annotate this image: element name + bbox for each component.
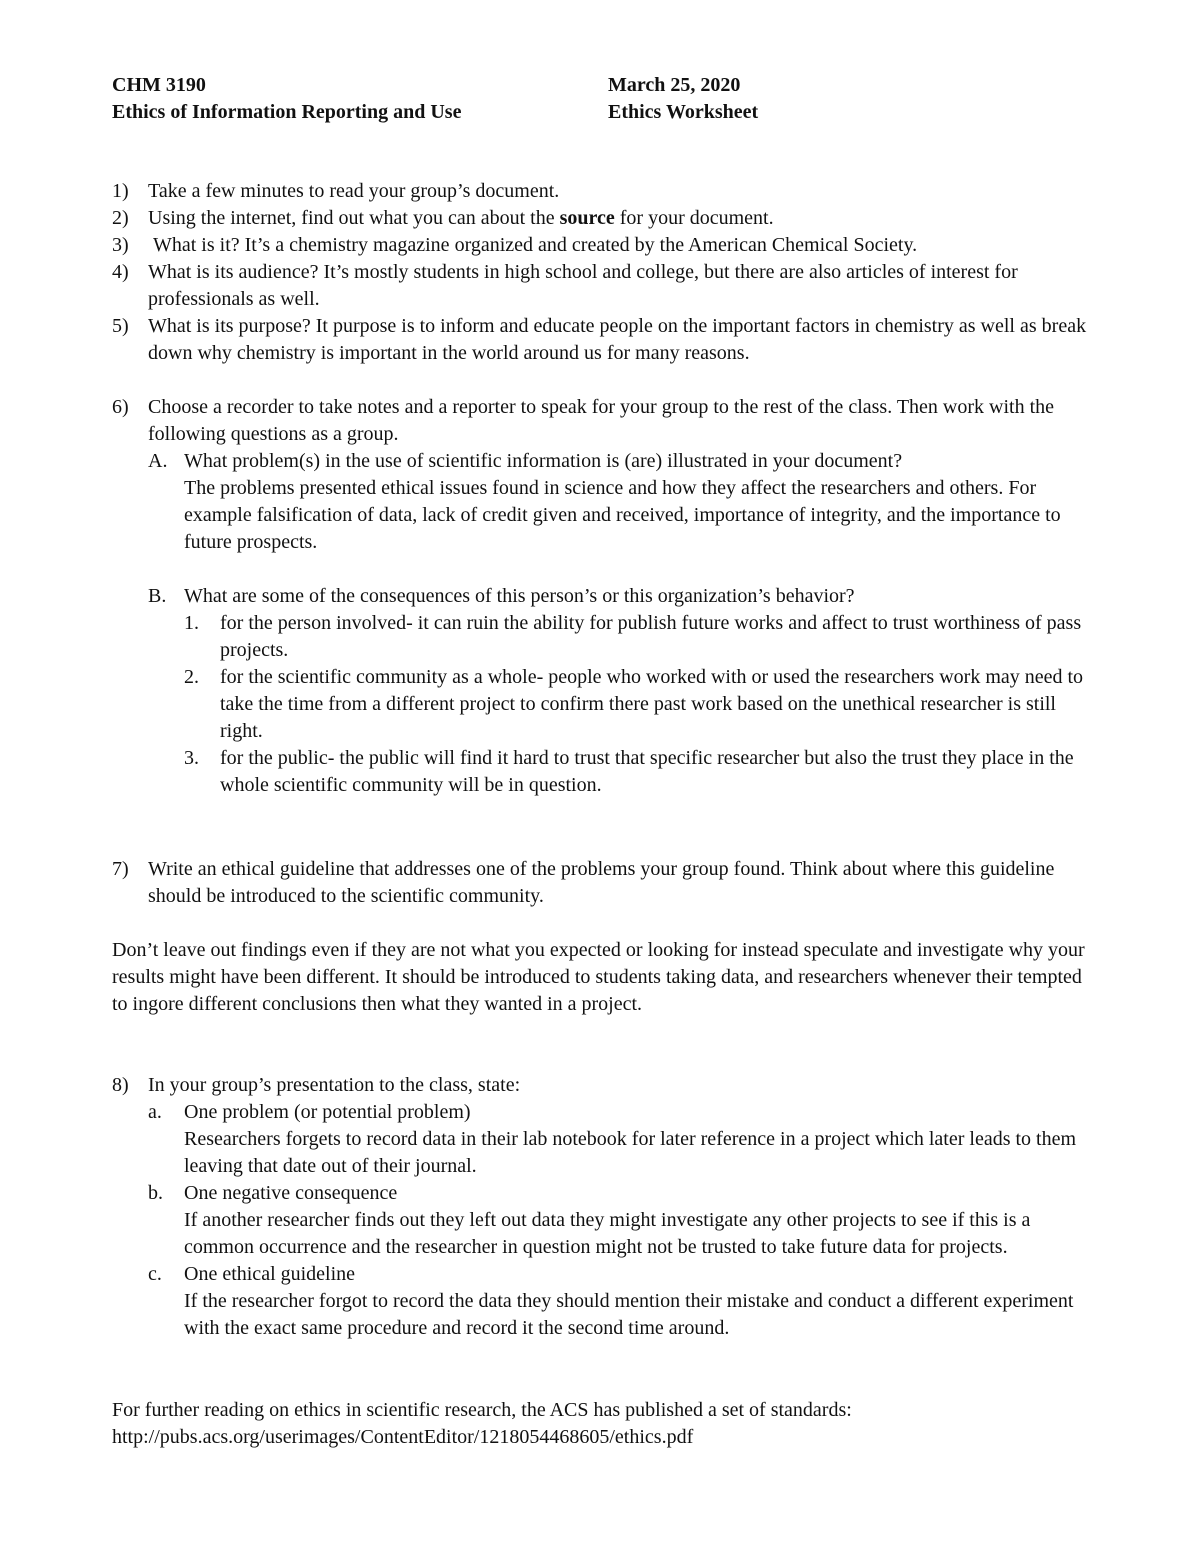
item-text: for the scientific community as a whole- people who worked with or used the researchers work may need to take the time from a different project to confirm there past work based on the unethical researcher is still right. bbox=[220, 666, 1084, 742]
sub-letter: a. bbox=[148, 1101, 162, 1123]
question-6b bbox=[148, 583, 1102, 799]
item-number: 2. bbox=[184, 666, 199, 688]
question-text: Choose a recorder to take notes and a reporter to speak for your group to the rest of the class. Then work with the following questions as a group. bbox=[148, 396, 1055, 445]
question-text-end: for your document. bbox=[614, 207, 774, 229]
question-8 bbox=[112, 1072, 1102, 1342]
consequence-item bbox=[184, 745, 1102, 799]
question-text: What is its audience? It’s mostly students in high school and college, but there are also articles of interest for professionals as well. bbox=[148, 261, 1018, 310]
question-number: 5) bbox=[112, 315, 129, 337]
sub-question: What problem(s) in the use of scientific information is (are) illustrated in your document? bbox=[184, 450, 903, 472]
date: March 25, 2020 bbox=[608, 74, 741, 96]
question-number: 8) bbox=[112, 1074, 129, 1096]
question-1 bbox=[112, 178, 1102, 205]
answer-text: If another researcher finds out they left out data they might investigate any other projects to see if this is a common occurrence and the researcher in question might not be trusted to take future data for projects. bbox=[184, 1209, 1031, 1258]
sub-letter: b. bbox=[148, 1182, 163, 1204]
question-number: 3) bbox=[112, 234, 129, 256]
sub-letter: A. bbox=[148, 450, 168, 472]
question-7 bbox=[112, 856, 1102, 910]
answer-text: The problems presented ethical issues found in science and how they affect the researchers and others. For example falsification of data, lack of credit given and received, importance of integrity, and the importance to future prospects. bbox=[184, 477, 1061, 553]
questions-1-6 bbox=[112, 178, 1102, 799]
sub-label: One problem (or potential problem) bbox=[184, 1101, 471, 1123]
answer-text: Researchers forgets to record data in their lab notebook for later reference in a project which later leads to them leaving that date out of their journal. bbox=[184, 1128, 1077, 1177]
item-number: 1. bbox=[184, 612, 199, 634]
question-6a bbox=[148, 448, 1102, 556]
ethics-link[interactable]: http://pubs.acs.org/userimages/ContentEditor/1218054468605/ethics.pdf bbox=[112, 1426, 694, 1448]
sub-letter: c. bbox=[148, 1263, 162, 1285]
sub-label: One negative consequence bbox=[184, 1182, 398, 1204]
question-text: Take a few minutes to read your group’s document. bbox=[148, 180, 560, 202]
question-number: 2) bbox=[112, 207, 129, 229]
question-text: Write an ethical guideline that addresses one of the problems your group found. Think about where this guideline should be introduced to the scientific community. bbox=[148, 858, 1055, 907]
question-6 bbox=[112, 394, 1102, 799]
sub-question: What are some of the consequences of this person’s or this organization’s behavior? bbox=[184, 585, 855, 607]
consequence-item bbox=[184, 664, 1102, 745]
item-text: for the person involved- it can ruin the ability for publish future works and affect to trust worthiness of pass projects. bbox=[220, 612, 1082, 661]
question-8-block bbox=[112, 1072, 1102, 1342]
answer-text: If the researcher forgot to record the data they should mention their mistake and conduct a different experiment with the exact same procedure and record it the second time around. bbox=[184, 1290, 1074, 1339]
question-number: 1) bbox=[112, 180, 129, 202]
course-code: CHM 3190 bbox=[112, 74, 206, 96]
course-title: Ethics of Information Reporting and Use bbox=[112, 101, 462, 123]
question-text: What is it? It’s a chemistry magazine organized and created by the American Chemical Society. bbox=[148, 234, 918, 256]
source-emphasis: source bbox=[559, 207, 615, 229]
question-number: 6) bbox=[112, 396, 129, 418]
item-number: 3. bbox=[184, 747, 199, 769]
question-text: In your group’s presentation to the class, state: bbox=[148, 1074, 521, 1096]
question-2 bbox=[112, 205, 1102, 232]
question-text: What is its purpose? It purpose is to inform and educate people on the important factors in chemistry as well as break down why chemistry is important in the world around us for many reasons. bbox=[148, 315, 1087, 364]
further-reading-text: For further reading on ethics in scientific research, the ACS has published a set of standards: bbox=[112, 1399, 852, 1421]
question-number: 7) bbox=[112, 858, 129, 880]
document-type: Ethics Worksheet bbox=[608, 101, 759, 123]
sub-label: One ethical guideline bbox=[184, 1263, 356, 1285]
question-8a bbox=[148, 1099, 1102, 1180]
question-3 bbox=[112, 232, 1102, 259]
consequence-item bbox=[184, 610, 1102, 664]
question-text-start: Using the internet, find out what you can about the bbox=[148, 207, 560, 229]
question-4 bbox=[112, 259, 1102, 313]
guideline-answer: Don’t leave out findings even if they are not what you expected or looking for instead speculate and investigate why your results might have been different. It should be introduced to students taking data, and researchers whenever their tempted to ingore different conclusions then what they wanted in a project. bbox=[112, 939, 1085, 1015]
question-8b bbox=[148, 1180, 1102, 1261]
item-text: for the public- the public will find it hard to trust that specific researcher but also the trust they place in the whole scientific community will be in question. bbox=[220, 747, 1074, 796]
question-8c bbox=[148, 1261, 1102, 1342]
further-reading bbox=[112, 1397, 1102, 1451]
question-5 bbox=[112, 313, 1102, 367]
sub-letter: B. bbox=[148, 585, 167, 607]
question-7-block bbox=[112, 856, 1102, 910]
question-number: 4) bbox=[112, 261, 129, 283]
